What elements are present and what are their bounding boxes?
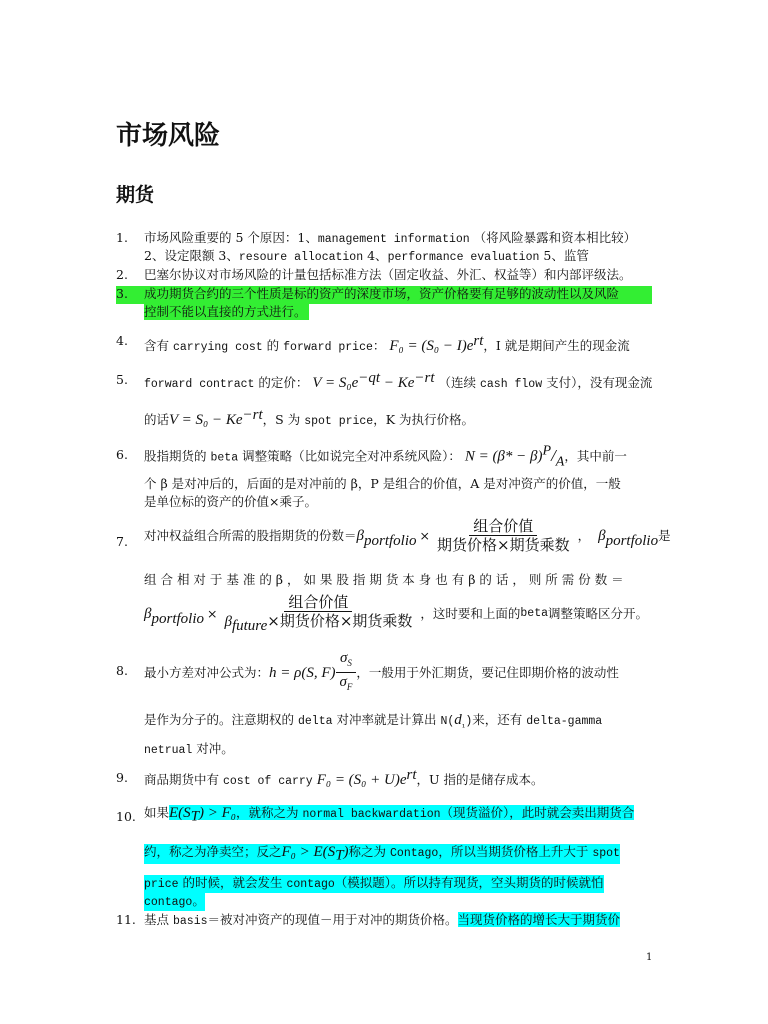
item-number: 4. <box>116 333 128 348</box>
item-number: 11. <box>116 912 136 927</box>
fraction: $\frac{\sigma_S}{\sigma_F}$ <box>336 650 357 695</box>
item-text: contago。 <box>144 893 205 909</box>
item-number: 9. <box>116 770 128 785</box>
item-text: 对冲权益组合所需的股指期货的份数＝ β portfolio × $\frac{\text{组合价值}}{\text{期货价格×期货乘数}}$ ， β portfolio 是 <box>144 517 671 554</box>
item-text: 如果$E(S_T) > F_0$，就称之为 normal backwardation（现货溢价），此时就会卖出期货合 <box>144 805 635 825</box>
item-text: 基点 basis＝被对冲资产的现值－用于对冲的期货价格。当现货价格的增长大于期货价 <box>144 912 621 928</box>
item-number: 5. <box>116 372 128 387</box>
item-text: 含有 carrying cost 的 forward price： $F_0 = (S_0 - I)e^{rt}$，I 就是期间产生的现金流 <box>144 333 630 355</box>
item-text: 约，称之为净卖空；反之$F_0 > E(S_T)$称之为 Contago，所以当期货价格上升大于 spot <box>144 844 620 864</box>
item-text: 是单位标的资产的价值×乘子。 <box>144 494 317 509</box>
item-text: price 的时候，就会发生 contago（模拟题）。所以持有现货，空头期货的时候就怕 <box>144 875 604 891</box>
item-text: 是作为分子的。注意期权的 delta 对冲率就是计算出 $N(d_{_1})$来，还有 delta-gamma <box>144 712 603 731</box>
item-text: 控制不能以直接的方式进行。 <box>144 304 307 319</box>
item-number: 10. <box>116 809 136 824</box>
item-number: 1. <box>116 230 128 245</box>
formula: N = (β* − β) <box>464 448 543 465</box>
item-text: 巴塞尔协议对市场风险的计量包括标准方法（固定收益、外汇、权益等）和内部评级法。 <box>144 267 632 282</box>
item-number: 7. <box>116 534 128 549</box>
item-number: 2. <box>116 267 128 282</box>
page-number: 1 <box>646 952 653 963</box>
fraction: $\frac{\text{组合价值}}{\text{期货价格×期货乘数}}$ <box>437 517 570 554</box>
item-text: 最小方差对冲公式为： h = ρ(S, F) $\frac{\sigma_S}{\sigma_F}$ ，一般用于外汇期货，要记住即期价格的波动性 <box>144 650 619 695</box>
item-number: 6. <box>116 447 128 462</box>
item-text: 2、设定限额 3、resoure allocation 4、performance evaluation 5、监管 <box>144 248 589 264</box>
section-heading: 期货 <box>116 184 155 206</box>
item-number: 8. <box>116 663 128 678</box>
item-text: 组 合 相 对 于 基 准 的 β ， 如 果 股 指 期 货 本 身 也 有 β 的 话 ， 则 所 需 份 数 ＝ <box>144 572 624 587</box>
item-text: 成功期货合约的三个性质是标的资产的深度市场，资产价格要有足够的波动性以及风险 <box>144 286 620 301</box>
formula: V = S₀e <box>312 375 359 392</box>
item-text: netrual 对冲。 <box>144 741 234 757</box>
item-text: 个 β 是对冲后的，后面的是对冲前的 β，P 是组合的价值，A 是对冲资产的价值，一般 <box>144 476 621 491</box>
item-text: β portfolio × $\frac{\text{组合价值}}{\beta_{future}\times 期货价格\times 期货乘数}$ ，这时要和上面的 beta 调整策略区分开。 <box>144 593 649 634</box>
item-text: 股指期货的 beta 调整策略（比如说完全对冲系统风险）： $N = (\beta* - \beta)^P/_A$，其中前一 <box>144 443 627 470</box>
fraction: $\frac{\text{组合价值}}{\beta_{future}\times 期货价格\times 期货乘数}$ <box>224 593 413 634</box>
item-number: 3. <box>116 286 128 301</box>
item-text: 市场风险重要的 5 个原因：1、management information （将风险暴露和资本相比较） <box>144 230 637 246</box>
formula: V = S₀ − Ke <box>169 412 243 429</box>
item-text: forward contract 的定价： $V = S_0e^{-qt} - Ke^{-rt}$ （连续 cash flow 支付），没有现金流 <box>144 370 653 392</box>
formula: h = ρ(S, F) <box>269 664 336 681</box>
formula: F₀ = (S₀ + U)e <box>316 772 407 789</box>
formula: F₀ = (S₀ − I)e <box>389 338 474 355</box>
page-title: 市场风险 <box>116 121 221 151</box>
item-text: 商品期货中有 cost of carry $F_0 = (S_0 + U)e^{rt}$，U 指的是储存成本。 <box>144 767 544 789</box>
item-text: 的话$V = S_0 - Ke^{-rt}$，S 为 spot price，K 为执行价格。 <box>144 407 475 429</box>
